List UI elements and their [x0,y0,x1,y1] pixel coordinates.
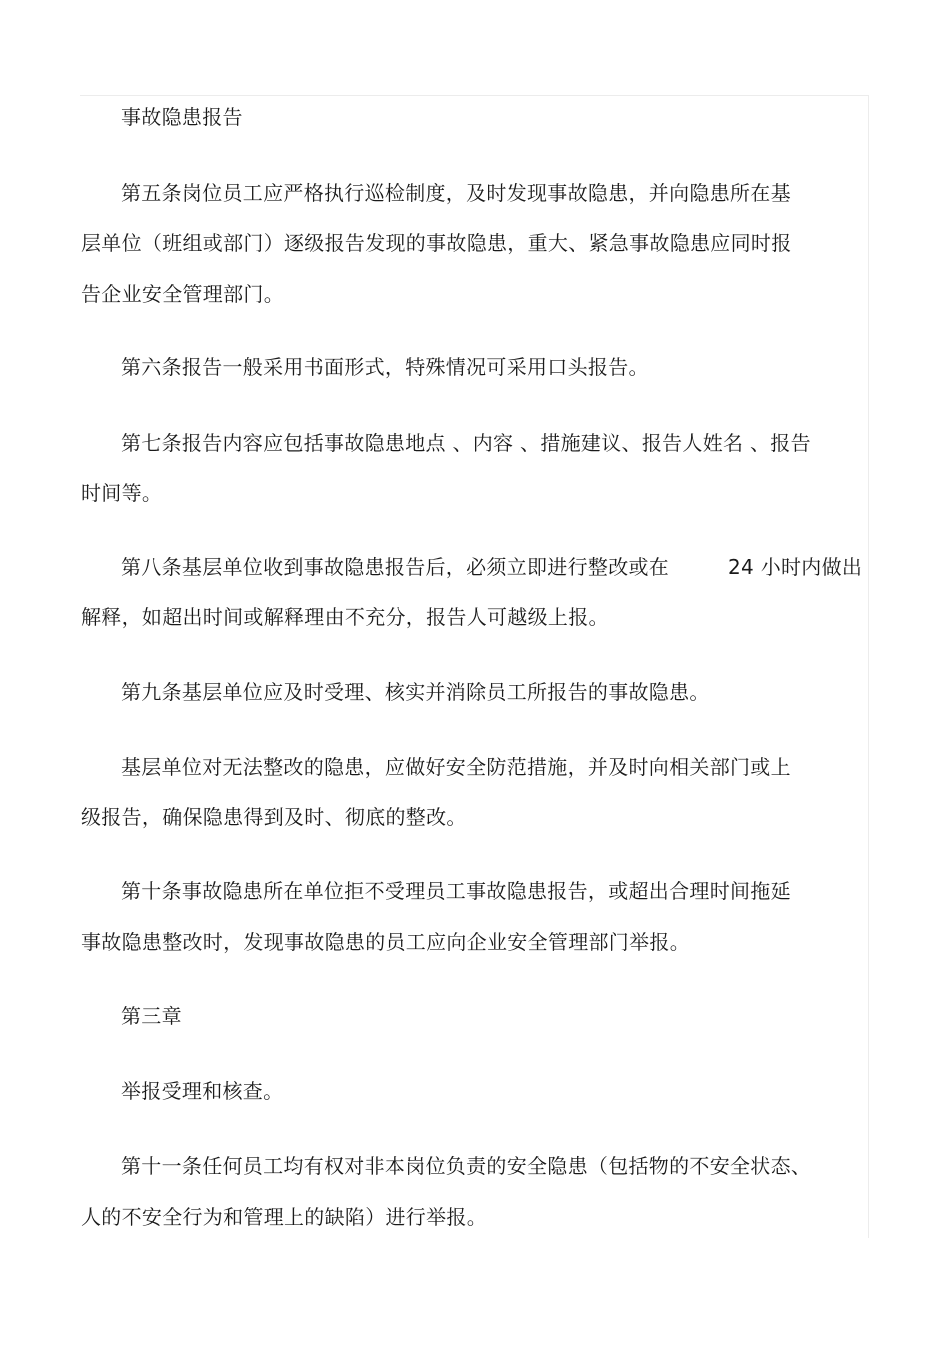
article-5-line-1: 第五条岗位员工应严格执行巡检制度，及时发现事故隐患，并向隐患所在基 [121,181,791,205]
article-7-line-2: 时间等。 [81,481,163,505]
article-8-line-2: 解释，如超出时间或解释理由不充分，报告人可越级上报。 [81,605,609,629]
article-8-line-1-hours: 24 小时内做出 [728,555,863,579]
unit-paragraph-line-1: 基层单位对无法整改的隐患，应做好安全防范措施，并及时向相关部门或上 [121,755,791,779]
article-5-line-3: 告企业安全管理部门。 [81,282,284,306]
page-frame [80,95,869,1238]
unit-paragraph-line-2: 级报告，确保隐患得到及时、彻底的整改。 [81,805,467,829]
article-10-line-2: 事故隐患整改时，发现事故隐患的员工应向企业安全管理部门举报。 [81,930,690,954]
article-5-line-2: 层单位（班组或部门）逐级报告发现的事故隐患，重大、紧急事故隐患应同时报 [81,231,792,255]
article-10-line-1: 第十条事故隐患所在单位拒不受理员工事故隐患报告，或超出合理时间拖延 [121,879,791,903]
article-7-line-1: 第七条报告内容应包括事故隐患地点 、内容 、措施建议、报告人姓名 、报告 [121,431,811,455]
article-11-line-2: 人的不安全行为和管理上的缺陷）进行举报。 [81,1205,487,1229]
article-8-line-1: 第八条基层单位收到事故隐患报告后，必须立即进行整改或在 [121,555,670,579]
chapter-3-subtitle: 举报受理和核查。 [121,1079,284,1103]
chapter-3-title: 第三章 [121,1004,182,1028]
article-11-line-1: 第十一条任何员工均有权对非本岗位负责的安全隐患（包括物的不安全状态、 [121,1154,812,1178]
article-9-line-1: 第九条基层单位应及时受理、核实并消除员工所报告的事故隐患。 [121,680,710,704]
section-heading: 事故隐患报告 [121,105,243,129]
article-6-line-1: 第六条报告一般采用书面形式，特殊情况可采用口头报告。 [121,355,649,379]
